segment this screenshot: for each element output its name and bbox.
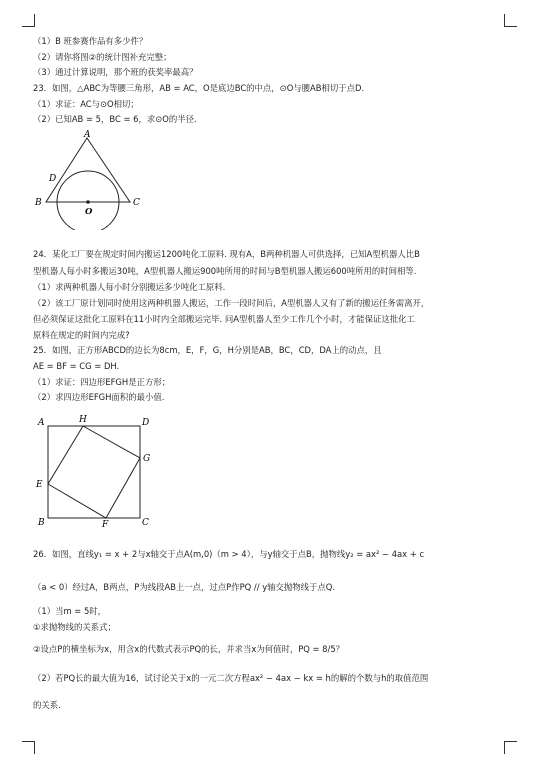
q24-stem-2: 型机器人每小时多搬运30吨，A型机器人搬运900吨所用的时间与B型机器人搬运600吨所用的时间相等. — [33, 266, 417, 276]
fig25-label-A: A — [38, 418, 45, 428]
fig25-label-F: F — [102, 520, 109, 530]
q26-part1: （1）当m = 5时， — [33, 606, 107, 616]
q26-part2: （2）若PQ长的最大值为16，试讨论关于x的一元二次方程ax² − 4ax − kx = h的解的个数与h的取值范围 — [33, 673, 429, 683]
fig25-label-C: C — [142, 518, 149, 528]
q26-part2-end: 的关系. — [33, 700, 61, 710]
q25-stem: 25．如图，正方形ABCD的边长为8cm，E，F，G，H分别是AB，BC，CD，DA上的动点，且 — [33, 345, 382, 355]
fig25-label-G: G — [143, 454, 151, 464]
q25-part1: （1）求证：四边形EFGH是正方形； — [33, 377, 171, 387]
fig25-label-B: B — [38, 518, 45, 528]
q22-part2: （2）请你将图②的统计图补充完整； — [33, 52, 172, 62]
crop-mark-bottom-right — [504, 741, 517, 754]
q24-part1: （1）求两种机器人每小时分别搬运多少吨化工原料. — [33, 282, 226, 292]
q24-stem-1: 24．某化工厂要在规定时间内搬运1200吨化工原料. 现有A，B两种机器人可供选择，已知A型机器人比B — [33, 249, 420, 259]
q24-part2-2: 但必须保证这批化工原料在11小时内全部搬运完毕. 问A型机器人至少工作几个小时，才能保证这批化工 — [33, 314, 415, 324]
fig23-label-C: C — [133, 198, 140, 208]
fig23-label-D: D — [49, 174, 57, 184]
q26-stem-2: （a < 0）经过A，B两点，P为线段AB上一点，过点P作PQ // y轴交抛物线于点Q. — [33, 582, 336, 592]
fig23-label-A: A — [84, 130, 91, 140]
q23-part2: （2）已知AB = 5，BC = 6，求⊙O的半径. — [33, 114, 197, 124]
fig25-label-D: D — [142, 418, 150, 428]
fig25-label-E: E — [36, 480, 43, 490]
q23-stem: 23．如图，△ABC为等腰三角形，AB = AC，O是底边BC的中点，⊙O与腰AB相切于点D． — [33, 83, 370, 93]
q26-part1-sub1: ①求抛物线的关系式； — [33, 622, 116, 632]
figure-q25 — [34, 412, 154, 530]
crop-mark-top-left — [22, 14, 35, 27]
q22-part1: （1）B 班参赛作品有多少件？ — [33, 36, 148, 46]
crop-mark-top-right — [504, 14, 517, 27]
q25-part2: （2）求四边形EFGH面积的最小值. — [33, 392, 165, 402]
fig23-label-O: O — [85, 207, 93, 217]
q23-part1: （1）求证：AC与⊙O相切； — [33, 99, 139, 109]
q22-part3: （3）通过计算说明，那个班的获奖率最高？ — [33, 67, 198, 77]
q26-stem-1: 26．如图，直线y₁ = x + 2与x轴交于点A(m,0)（m > 4），与y轴交于点B，抛物线y₂ = ax² − 4ax + c — [33, 549, 425, 559]
q24-part2-3: 原料在规定的时间内完成? — [33, 330, 130, 340]
fig23-label-B: B — [35, 198, 42, 208]
q24-part2-1: （2）该工厂原计划同时使用这两种机器人搬运，工作一段时间后，A型机器人又有了新的搬运任务需离开， — [33, 298, 430, 308]
crop-mark-bottom-left — [22, 741, 35, 754]
q26-part1-sub2: ②设点P的横坐标为x，用含x的代数式表示PQ的长，并求当x为何值时，PQ = 8/5？ — [33, 644, 345, 654]
figure-q23 — [34, 128, 146, 230]
fig25-label-H: H — [79, 415, 87, 425]
q25-condition: AE = BF = CG = DH. — [33, 361, 120, 371]
